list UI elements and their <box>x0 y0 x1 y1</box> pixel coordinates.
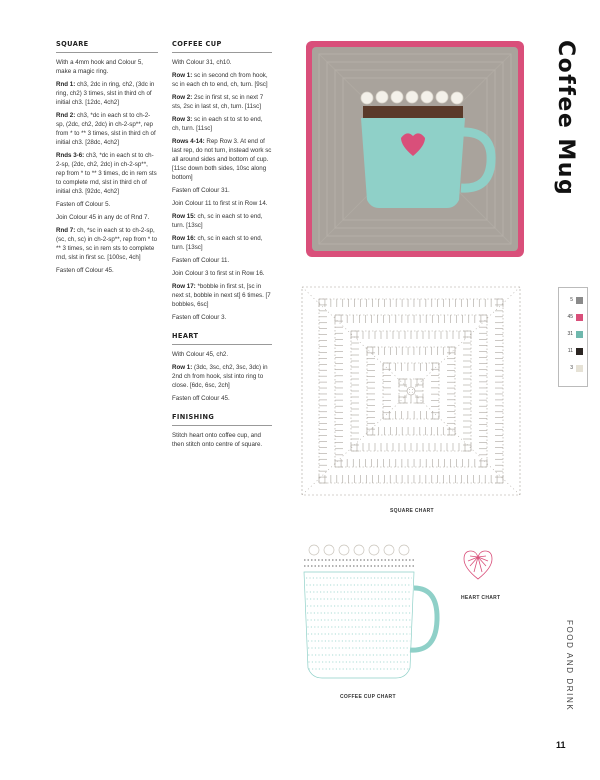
step-text: Join Colour 11 to first st in Row 14. <box>172 200 268 207</box>
colour-number: 5 <box>570 297 573 303</box>
step-text: Rep Row 3. At end of last rep, do not turn, instead work sc all around sides and bottom of cup. [11sc down both sides, 10sc along bottom] <box>172 138 272 181</box>
cup-instructions <box>172 40 272 453</box>
step-text: Stitch heart onto coffee cup, and then stitch onto centre of square. <box>172 432 263 448</box>
step-text: Fasten off Colour 45. <box>172 395 230 402</box>
colour-key-row <box>559 330 587 340</box>
colour-number: 11 <box>567 348 573 354</box>
coffee-cup-instruction <box>172 234 272 252</box>
colour-swatch <box>576 297 583 304</box>
colour-swatch <box>576 365 583 372</box>
heart-instruction <box>172 363 272 390</box>
step-text: sc in each st to st to end, ch, turn. [11sc] <box>172 116 263 132</box>
coffee-cup-instruction <box>172 115 272 133</box>
heart-chart-label: HEART CHART <box>461 595 501 601</box>
section-label: FOOD AND DRINK <box>565 620 574 712</box>
coffee-cup-instruction <box>172 93 272 111</box>
square-instruction <box>56 226 158 262</box>
step-label: Row 3: <box>172 116 193 123</box>
colour-key-row <box>559 313 587 323</box>
colour-key-row <box>559 364 587 374</box>
step-label: Row 15: <box>172 213 196 220</box>
step-text: *bobble in first st, [sc in next st, bobble in next st] 6 times. [7 bobbles, 6sc] <box>172 283 271 308</box>
step-text: With a 4mm hook and Colour 5, make a magic ring. <box>56 59 144 75</box>
step-label: Rnd 7: <box>56 227 76 234</box>
step-text: (3dc, 3sc, ch2, 3sc, 3dc) in 2nd ch from hook, slst into ring to close. [6dc, 6sc, 2ch] <box>172 364 268 389</box>
step-text: ch, sc in each st to end, turn. [13sc] <box>172 235 263 251</box>
square-heading: SQUARE <box>56 40 158 53</box>
step-text: ch, sc in each st to end, turn. [13sc] <box>172 213 263 229</box>
step-label: Rnd 1: <box>56 81 76 88</box>
square-instruction <box>56 213 158 222</box>
coffee-cup-instruction <box>172 256 272 265</box>
heart-instruction <box>172 350 272 359</box>
square-chart-label: SQUARE CHART <box>390 508 434 514</box>
step-label: Rnd 2: <box>56 112 76 119</box>
heart-heading: HEART <box>172 332 272 345</box>
finishing-paras <box>172 431 272 449</box>
step-label: Rows 4-14: <box>172 138 205 145</box>
step-text: 2sc in first st, sc in next 7 sts, 2sc in last st, ch, turn. [11sc] <box>172 94 264 110</box>
coffee-cup-chart-label: COFFEE CUP CHART <box>340 694 396 700</box>
coffee-cup-instruction <box>172 137 272 182</box>
colour-swatch <box>576 331 583 338</box>
page-title: Coffee Mug <box>553 40 578 197</box>
step-label: Rnds 3-6: <box>56 152 85 159</box>
step-text: Fasten off Colour 3. <box>172 314 227 321</box>
coffee-cup-instruction <box>172 269 272 278</box>
step-text: With Colour 45, ch2. <box>172 351 229 358</box>
step-text: Join Colour 3 to first st in Row 16. <box>172 270 265 277</box>
colour-swatch <box>576 348 583 355</box>
colour-number: 3 <box>570 365 573 371</box>
step-text: ch3, *dc in each st to ch-2-sp, (2dc, ch2, 2dc) in ch-2-sp**, rep from * to ** 3 times, dc in rem sts to complete rnd, slst in third ch of initial ch3. [92dc, 4ch2] <box>56 152 157 195</box>
coffee-cup-instruction <box>172 58 272 67</box>
step-text: ch3, 2dc in ring, ch2, (3dc in ring, ch2) 3 times, slst in third ch of initial ch3. [12dc, 4ch2] <box>56 81 155 106</box>
heart-chart <box>460 548 496 582</box>
coffee-cup-instruction <box>172 282 272 309</box>
colour-number: 31 <box>567 331 573 337</box>
finishing-instruction <box>172 431 272 449</box>
coffee-cup-heading: COFFEE CUP <box>172 40 272 53</box>
coffee-cup-instruction <box>172 313 272 322</box>
cup-paras <box>172 58 272 322</box>
step-label: Row 16: <box>172 235 196 242</box>
coffee-cup-chart <box>292 538 442 688</box>
step-label: Row 2: <box>172 94 193 101</box>
square-instructions <box>56 40 158 279</box>
colour-key-row <box>559 347 587 357</box>
coffee-cup-instruction <box>172 186 272 195</box>
square-paras <box>56 58 158 275</box>
step-text: Join Colour 45 in any dc of Rnd 7. <box>56 214 150 221</box>
step-label: Row 1: <box>172 72 193 79</box>
step-text: Fasten off Colour 45. <box>56 267 114 274</box>
colour-number: 45 <box>567 314 573 320</box>
step-label: Row 1: <box>172 364 193 371</box>
square-instruction <box>56 151 158 196</box>
step-label: Row 17: <box>172 283 196 290</box>
coffee-cup-instruction <box>172 212 272 230</box>
square-instruction <box>56 58 158 76</box>
finishing-heading: FINISHING <box>172 413 272 426</box>
step-text: Fasten off Colour 5. <box>56 201 111 208</box>
heart-instruction <box>172 394 272 403</box>
square-instruction <box>56 111 158 147</box>
step-text: ch, *sc in each st to ch-2-sp, (sc, ch, sc) in ch-2-sp**, rep from * to ** 3 times, sc in rem sts to complete rnd, slst in first sc. [100sc, 4ch] <box>56 227 158 261</box>
square-instruction <box>56 200 158 209</box>
step-text: Fasten off Colour 31. <box>172 187 230 194</box>
colour-swatch <box>576 314 583 321</box>
square-chart <box>300 285 522 497</box>
square-instruction <box>56 266 158 275</box>
colour-key-row <box>559 296 587 306</box>
step-text: sc in second ch from hook, sc in each ch to end, ch, turn. [9sc] <box>172 72 268 88</box>
coffee-cup-instruction <box>172 199 272 208</box>
heart-paras <box>172 350 272 403</box>
step-text: With Colour 31, ch10. <box>172 59 232 66</box>
coffee-cup-instruction <box>172 71 272 89</box>
square-instruction <box>56 80 158 107</box>
step-text: Fasten off Colour 11. <box>172 257 230 264</box>
colour-key <box>558 287 588 387</box>
page-number: 11 <box>556 740 566 750</box>
step-text: ch3, *dc in each st to ch-2-sp, (2dc, ch2, 2dc) in ch-2-sp**, rep from * to ** 3 times, slst in third ch of initial ch3. [28dc, 4ch2] <box>56 112 156 146</box>
finished-square-photo <box>305 40 525 258</box>
